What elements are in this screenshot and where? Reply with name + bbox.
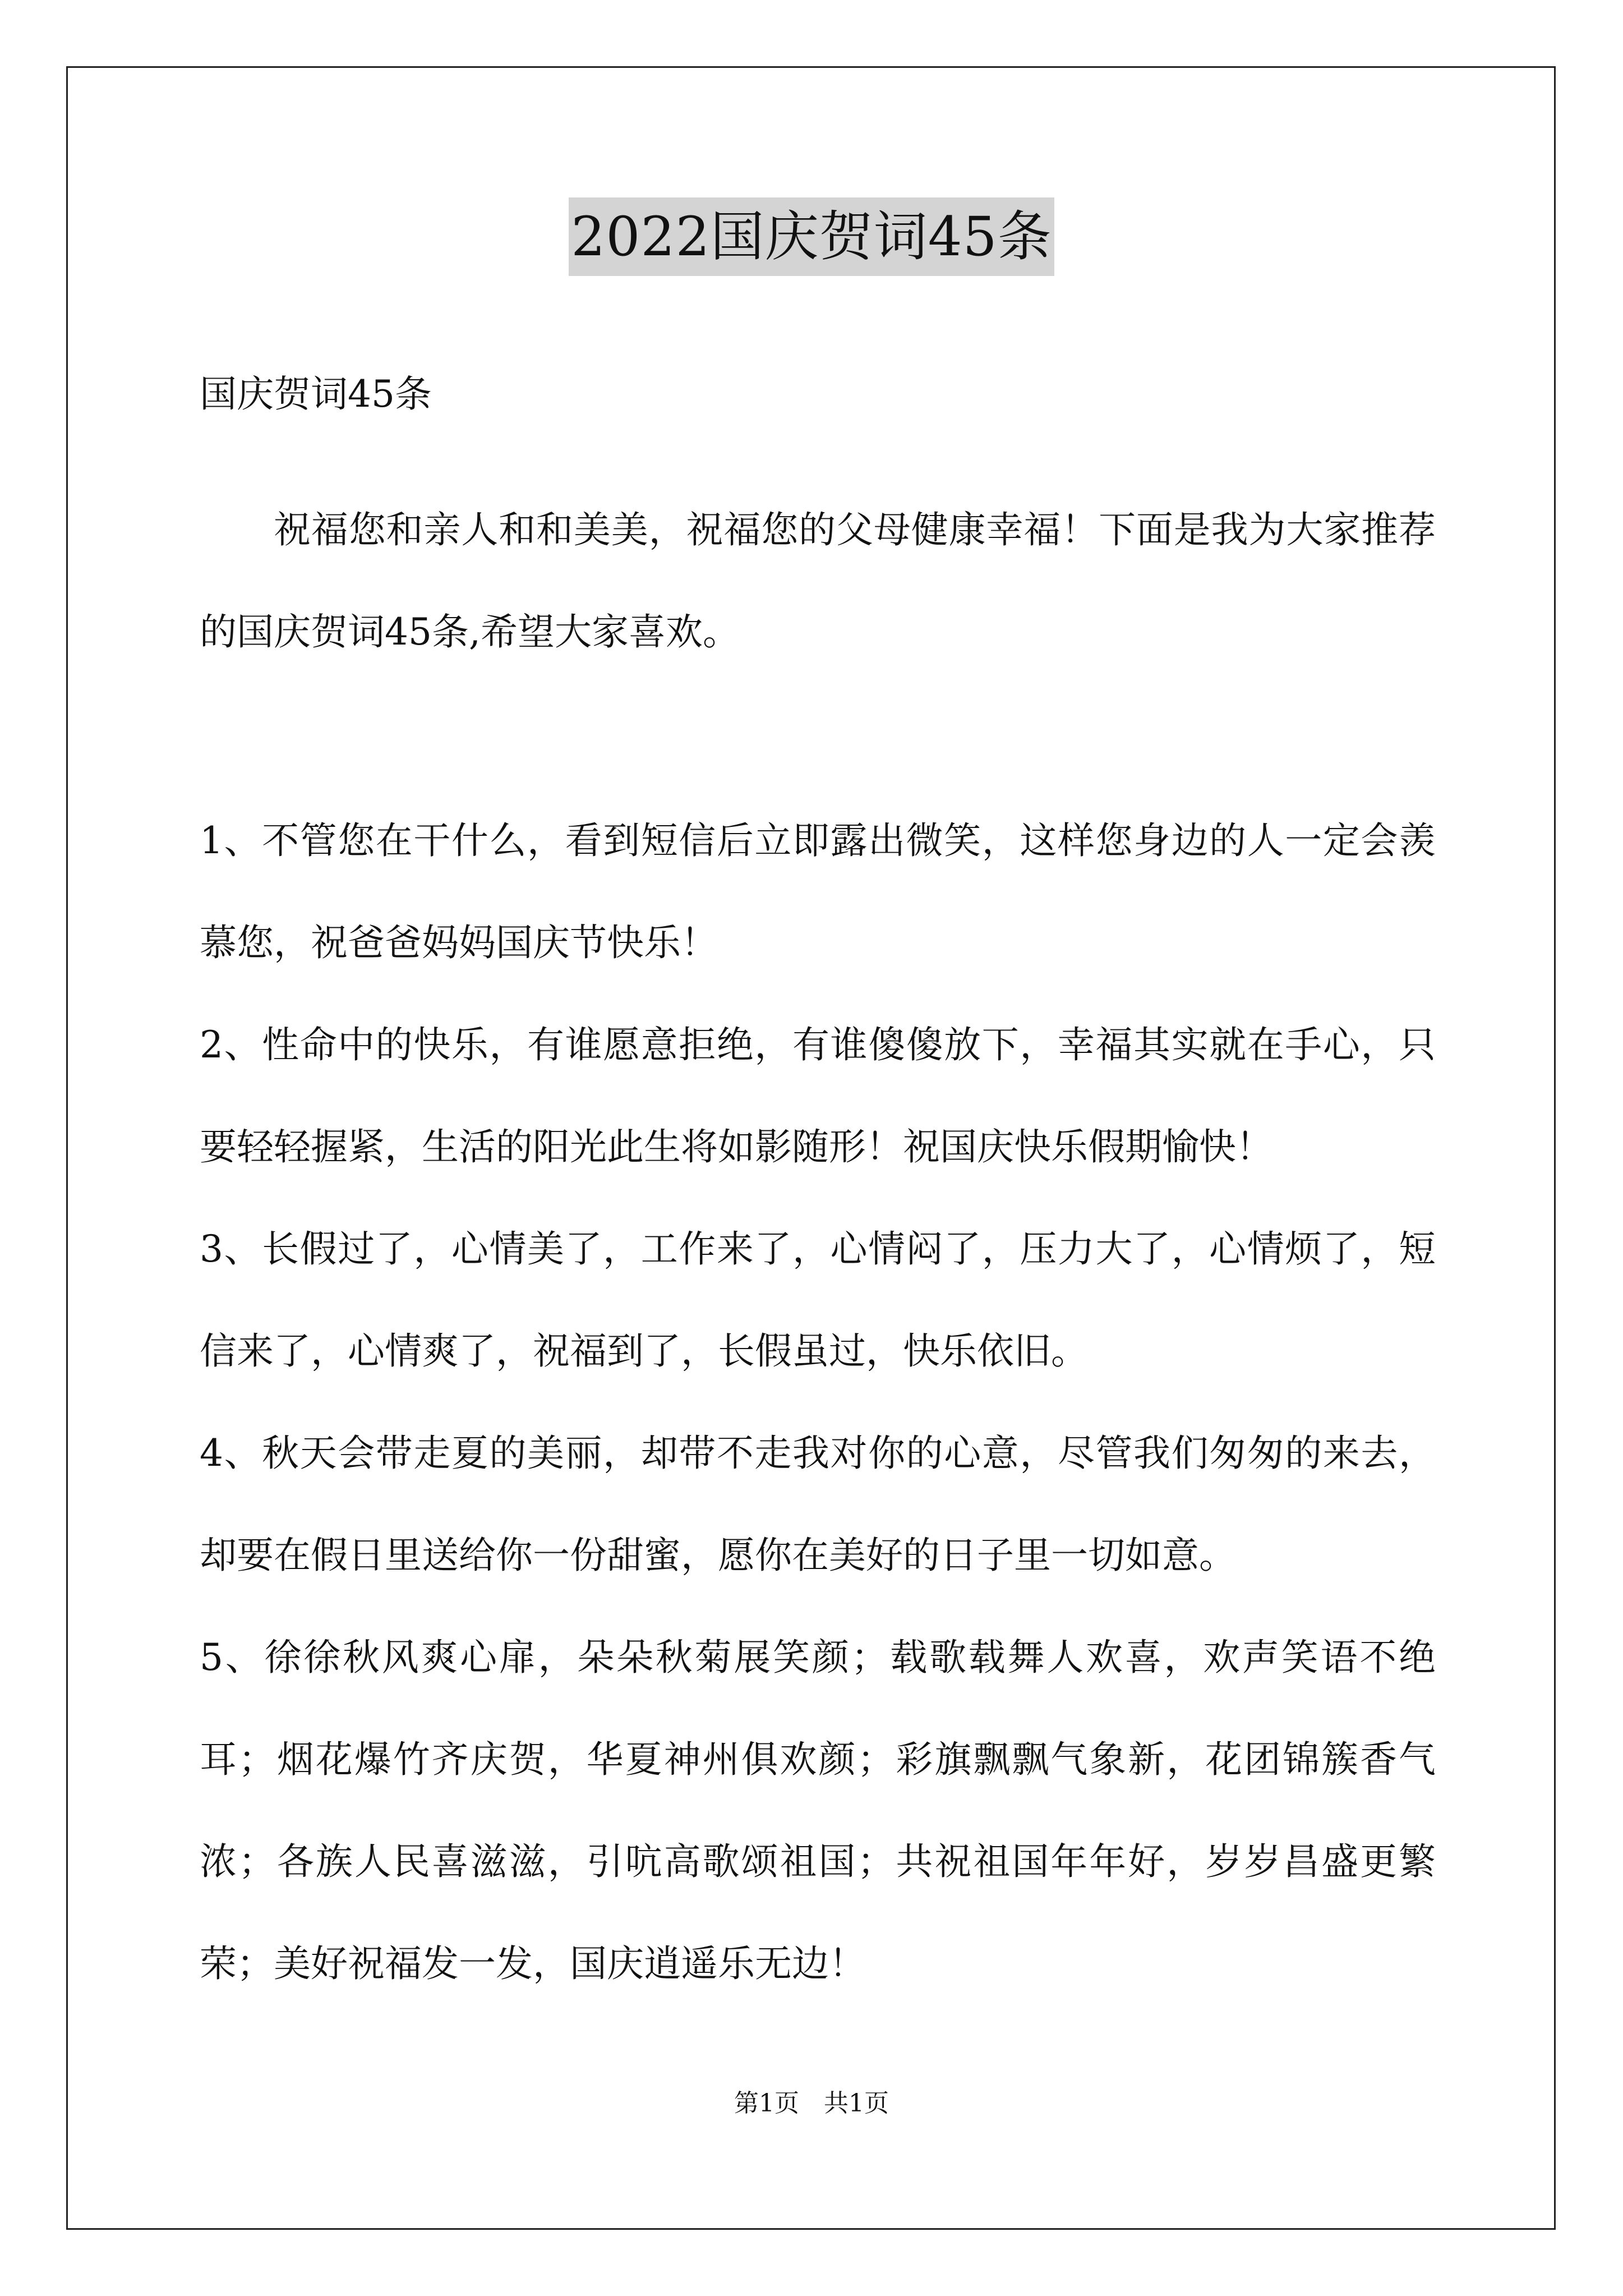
list-item: 3、长假过了，心情美了，工作来了，心情闷了，压力大了，心情烦了，短信来了，心情爽了，祝福到了，长假虽过，快乐依旧。 [200, 1227, 1436, 1373]
document-title: 2022国庆贺词45条 [569, 197, 1054, 276]
list-item: 2、性命中的快乐，有谁愿意拒绝，有谁傻傻放下，幸福其实就在手心，只要轻轻握紧，生活的阳光此生将如影随形！祝国庆快乐假期愉快！ [200, 1023, 1436, 1168]
list-item: 4、秋天会带走夏的美丽，却带不走我对你的心意，尽管我们匆匆的来去，却要在假日里送给你一份甜蜜，愿你在美好的日子里一切如意。 [200, 1432, 1436, 1577]
list-item: 1、不管您在干什么，看到短信后立即露出微笑，这样您身边的人一定会羡慕您，祝爸爸妈妈国庆节快乐！ [200, 819, 1436, 964]
document-subtitle: 国庆贺词45条 [200, 372, 432, 416]
section-spacer [200, 683, 1436, 790]
page-footer: 第1页 共1页 [734, 2089, 889, 2118]
title-container [0, 197, 1623, 276]
document-body [200, 343, 1436, 2015]
list-item: 5、徐徐秋风爽心扉，朵朵秋菊展笑颜；载歌载舞人欢喜，欢声笑语不绝耳；烟花爆竹齐庆贺，华夏神州俱欢颜；彩旗飘飘气象新，花团锦簇香气浓；各族人民喜滋滋，引吭高歌颂祖国；共祝祖国年年好，岁岁昌盛更繁荣；美好祝福发一发，国庆逍遥乐无边！ [200, 1636, 1436, 1985]
intro-paragraph: 祝福您和亲人和和美美，祝福您的父母健康幸福！下面是我为大家推荐的国庆贺词45条,希望大家喜欢。 [200, 508, 1436, 654]
